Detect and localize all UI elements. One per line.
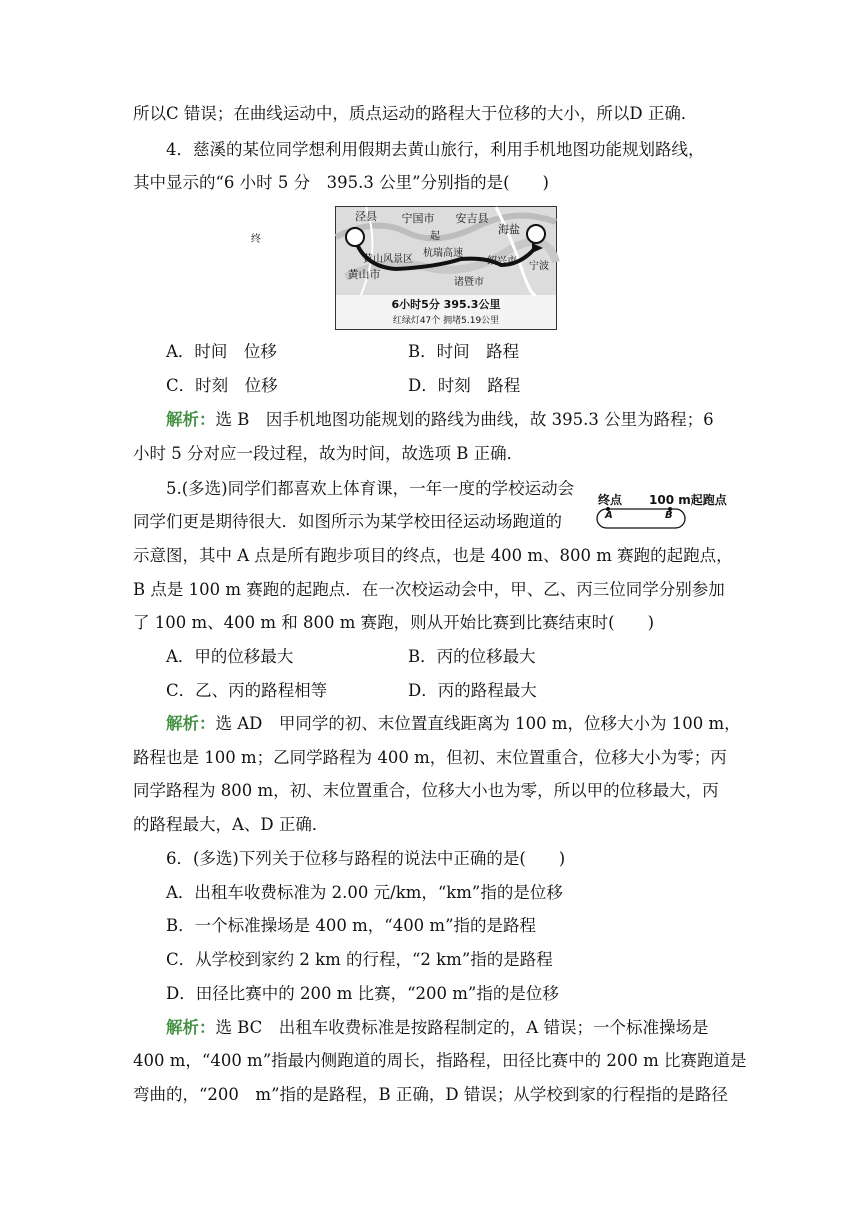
question-5-text: 同学们更是期待很大．如图所示为某学校田径运动场跑道的 (133, 512, 562, 531)
option-a: A．出租车收费标准为 2.00 元/km，“km”指的是位移 (166, 883, 563, 902)
answer-text: 400 m，“400 m”指最内侧跑道的周长，指路程，田径比赛中的 200 m 比赛跑道是 (133, 1051, 747, 1070)
map-label: 诸暨市 (454, 277, 484, 288)
answer-line (166, 1018, 708, 1038)
question-5-text: 了 100 m、400 m 和 800 m 赛跑，则从开始比赛到比赛结束时( ) (133, 613, 655, 632)
map-label: 黄山风景区 (363, 254, 413, 265)
question-5-text: B 点是 100 m 赛跑的起跑点．在一次校运动会中，甲、乙、丙三位同学分别参加 (133, 580, 725, 599)
map-label: 宁国市 (401, 212, 435, 225)
text-line: 所以C 错误；在曲线运动中，质点运动的路程大于位移的大小，所以D 正确． (133, 104, 698, 123)
map-label: 安吉县 (455, 212, 489, 225)
option-c: C．乙、丙的路程相等 (166, 681, 328, 700)
answer-text: 小时 5 分对应一段过程，故为时间，故选项 B 正确． (133, 444, 524, 463)
question-5-text: 示意图，其中 A 点是所有跑步项目的终点，也是 400 m、800 m 赛跑的起跑点， (133, 546, 733, 565)
answer-text: 选 BC 出租车收费标准是按路程制定的，A 错误；一个标准操场是 (215, 1018, 709, 1037)
running-track-figure (595, 489, 735, 529)
option-b: B．时间 路程 (408, 342, 520, 361)
option-b: B．一个标准操场是 400 m，“400 m”指的是路程 (166, 916, 537, 935)
finish-label: 终点 (598, 493, 623, 507)
option-c: C．从学校到家约 2 km 的行程，“2 km”指的是路程 (166, 950, 553, 969)
point-b-label: B (665, 510, 673, 521)
answer-line (166, 714, 741, 734)
option-a: A．时间 位移 (166, 342, 277, 361)
route-details: 红绿灯47个 拥堵5.19公里 (392, 316, 500, 326)
answer-text: 选 B 因手机地图功能规划的路线为曲线，故 395.3 公里为路程；6 (215, 410, 714, 429)
answer-line (166, 410, 714, 430)
question-5-text: 5.(多选)同学们都喜欢上体育课，一年一度的学校运动会 (166, 479, 575, 498)
map-label: 绍兴市 (487, 256, 517, 267)
map-label: 黄山市 (347, 268, 381, 281)
point-a-label: A (605, 510, 613, 521)
answer-label: 解析： (166, 714, 216, 733)
answer-text: 的路程最大，A、D 正确． (133, 815, 329, 834)
option-a: A．甲的位移最大 (166, 647, 294, 666)
route-summary: 6小时5分 395.3公里 (391, 298, 501, 311)
answer-text: 选 AD 甲同学的初、末位置直线距离为 100 m，位移大小为 100 m， (215, 714, 741, 733)
map-label: 海盐 (498, 223, 520, 236)
answer-text: 弯曲的，“200 m”指的是路程，B 正确，D 错误；从学校到家的行程指的是路径 (133, 1085, 728, 1104)
answer-label: 解析： (166, 1018, 216, 1037)
map-label: 杭瑞高速 (423, 248, 463, 259)
option-c: C．时刻 位移 (166, 376, 278, 395)
route-map-figure (251, 206, 557, 330)
option-d: D．丙的路程最大 (408, 681, 537, 700)
option-b: B．丙的位移最大 (408, 647, 536, 666)
question-6-text: 6．(多选)下列关于位移与路程的说法中正确的是( ) (166, 849, 566, 868)
option-d: D．田径比赛中的 200 m 比赛，“200 m”指的是位移 (166, 984, 559, 1003)
map-label: 泾县 (355, 210, 377, 223)
answer-text: 同学路程为 800 m，初、末位置重合，位移大小也为零，所以甲的位移最大，丙 (133, 781, 719, 800)
option-d: D．时刻 路程 (408, 376, 521, 395)
answer-label: 解析： (166, 410, 216, 429)
end-marker: 终 (251, 234, 261, 245)
start-marker: 起 (430, 231, 440, 242)
question-4-text: 其中显示的“6 小时 5 分 395.3 公里”分别指的是( ) (133, 173, 549, 192)
question-4-text: 4．慈溪的某位同学想利用假期去黄山旅行，利用手机地图功能规划路线， (166, 140, 705, 159)
start-100m-label: 100 m起跑点 (649, 493, 727, 507)
answer-text: 路程也是 100 m；乙同学路程为 400 m，但初、末位置重合，位移大小为零；丙 (133, 748, 727, 767)
map-label: 宁波 (529, 261, 549, 272)
